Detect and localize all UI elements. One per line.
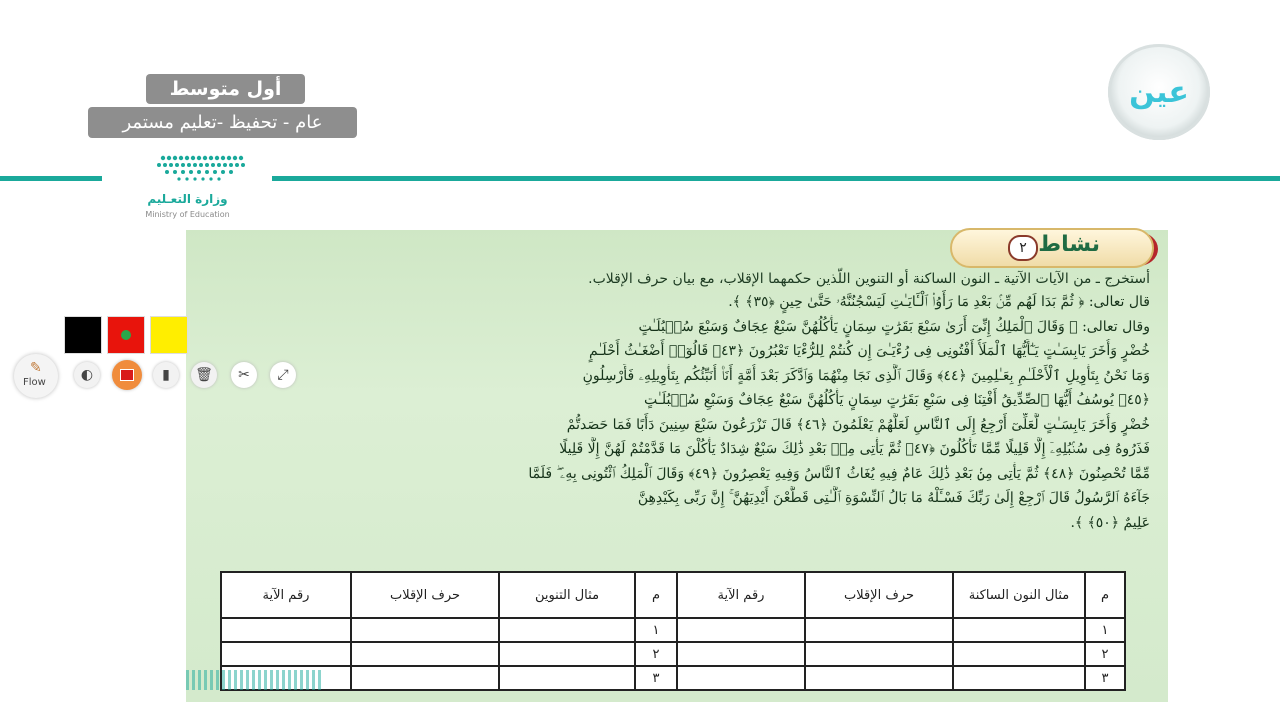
ministry-logo [105, 150, 270, 226]
activity-label: نشاط [1038, 232, 1100, 257]
answer-cell[interactable] [351, 618, 499, 642]
answer-cell[interactable] [677, 666, 805, 690]
answer-cell[interactable] [351, 642, 499, 666]
answer-cell[interactable] [953, 618, 1085, 642]
flow-button[interactable] [14, 354, 58, 398]
verse-line: مِّمَّا تُحْصِنُونَ ﴿٤٨﴾ ثُمَّ يَأْتِى مِنۢ بَعْدِ ذَٰلِكَ عَامٌ فِيهِ يُغَاثُ ٱلنَّاسُ وَفِيهِ يَعْصِرُونَ ﴿٤٩﴾ وَقَالَ ٱلْمَلِكُ ٱئْتُونِى بِهِۦ ۖ فَلَمَّا [528, 465, 1150, 482]
table-header: رقم الآية [221, 572, 351, 618]
activity-tab [950, 228, 1154, 268]
answer-cell[interactable] [805, 666, 953, 690]
table-row [221, 666, 1125, 690]
marker-icon[interactable] [112, 360, 142, 390]
eraser-icon[interactable]: ◐ [74, 362, 100, 388]
answer-cell[interactable] [499, 666, 635, 690]
activity-content [206, 268, 1150, 535]
verse-line: عَلِيمٌ ﴿٥٠﴾ ﴾. [1070, 514, 1150, 531]
header-divider-right [272, 176, 1280, 181]
row-number: ١ [635, 618, 677, 642]
pencil-icon: ✎ [30, 360, 42, 376]
answer-cell[interactable] [677, 618, 805, 642]
verse-line: وقال تعالى: ﴿ وَقَالَ ٱلْمَلِكُ إِنِّىٓ أَرَىٰ سَبْعَ بَقَرَٰتٍ سِمَانٍ يَأْكُلُهُنَّ سَبْعٌ عِجَافٌ وَسَبْعَ سُنۢبُلَـٰتٍ [638, 318, 1150, 335]
verse-line: وَمَا نَحْنُ بِتَأْوِيلِ ٱلْأَحْلَـٰمِ بِعَـٰلِمِينَ ﴿٤٤﴾ وَقَالَ ٱلَّذِى نَجَا مِنْهُمَا وَٱدَّكَرَ بَعْدَ أُمَّةٍ أَنَا۠ أُنَبِّئُكُم بِتَأْوِيلِهِۦ فَأَرْسِلُونِ [582, 367, 1150, 384]
ministry-emblem-icon [105, 150, 270, 190]
verse-line: خُضْرٍ وَأُخَرَ يَابِسَـٰتٍ يَـٰٓأَيُّهَا ٱلْمَلَأُ أَفْتُونِى فِى رُءْيَـٰىَ إِن كُنتُمْ لِلرُّءْيَا تَعْبُرُونَ ﴿٤٣﴾ قَالُوٓا۟ أَضْغَـٰثُ أَحْلَـٰمٍ [589, 343, 1150, 359]
table-header: حرف الإقلاب [351, 572, 499, 618]
table-row [221, 642, 1125, 666]
answer-cell[interactable] [805, 618, 953, 642]
table-header: مثال النون الساكنة [953, 572, 1085, 618]
color-swatch-red[interactable] [107, 316, 145, 354]
verse-line: قال تعالى: ﴿ ثُمَّ بَدَا لَهُم مِّنۢ بَعْدِ مَا رَأَوُا۟ ٱلْـَٔايَـٰتِ لَيَسْجُنُنَّهُۥ حَتَّىٰ حِينٍ ﴿٣٥﴾ ﴾. [728, 294, 1150, 310]
table-header-row [221, 572, 1125, 618]
scissors-icon[interactable]: ✂ [231, 362, 257, 388]
answer-cell[interactable] [499, 642, 635, 666]
flow-label: Flow [23, 377, 46, 388]
header-divider-left [0, 176, 102, 181]
row-number: ٣ [635, 666, 677, 690]
row-number: ١ [1085, 618, 1125, 642]
color-swatch-black[interactable] [64, 316, 102, 354]
answer-cell[interactable] [953, 642, 1085, 666]
verse-line: ﴿٤٥﴾ يُوسُفُ أَيُّهَا ٱلصِّدِّيقُ أَفْتِنَا فِى سَبْعِ بَقَرَٰتٍ سِمَانٍ يَأْكُلُهُنَّ سَبْعٌ عِجَافٌ وَسَبْعِ سُنۢبُلَـٰتٍ [644, 392, 1150, 408]
answer-cell[interactable] [677, 642, 805, 666]
verse-line: فَذَرُوهُ فِى سُنۢبُلِهِۦٓ إِلَّا قَلِيلًا مِّمَّا تَأْكُلُونَ ﴿٤٧﴾ ثُمَّ يَأْتِى مِنۢ بَعْدِ ذَٰلِكَ سَبْعٌ شِدَادٌ يَأْكُلْنَ مَا قَدَّمْتُمْ لَهُنَّ إِلَّا قَلِيلًا [559, 441, 1150, 457]
track-badge: عام - تحفيظ -تعليم مستمر [88, 107, 357, 138]
row-number: ٢ [1085, 642, 1125, 666]
table-header: رقم الآية [677, 572, 805, 618]
color-swatch-yellow[interactable] [150, 316, 188, 354]
answer-cell[interactable] [953, 666, 1085, 690]
footer-pattern [186, 670, 324, 690]
trash-icon[interactable]: 🗑 [191, 362, 217, 388]
grade-badge: أول متوسط [146, 74, 305, 104]
activity-instruction: أستخرج ـ من الآيات الآتية ـ النون الساكنة أو التنوين اللّذين حكمهما الإقلاب، مع بيان حرف الإقلاب. [588, 271, 1150, 287]
selected-indicator-icon [121, 330, 131, 340]
crop-icon[interactable]: ⤢ [270, 362, 296, 388]
frame-icon[interactable]: ▮ [153, 362, 179, 388]
row-number: ٣ [1085, 666, 1125, 690]
table-header: م [1085, 572, 1125, 618]
answer-cell[interactable] [221, 642, 351, 666]
answer-cell[interactable] [221, 618, 351, 642]
row-number: ٢ [635, 642, 677, 666]
answer-table [220, 571, 1126, 691]
verse-line: خُضْرٍ وَأُخَرَ يَابِسَـٰتٍ لَّعَلِّىٓ أَرْجِعُ إِلَى ٱلنَّاسِ لَعَلَّهُمْ يَعْلَمُونَ ﴿٤٦﴾ قَالَ تَزْرَعُونَ سَبْعَ سِنِينَ دَأَبًا فَمَا حَصَدتُّمْ [566, 416, 1150, 433]
verse-line: جَآءَهُ ٱلرَّسُولُ قَالَ ٱرْجِعْ إِلَىٰ رَبِّكَ فَسْـَٔلْهُ مَا بَالُ ٱلنِّسْوَةِ ٱلَّـٰتِى قَطَّعْنَ أَيْدِيَهُنَّ ۚ إِنَّ رَبِّى بِكَيْدِهِنَّ [637, 490, 1150, 506]
answer-cell[interactable] [805, 642, 953, 666]
channel-logo [1108, 44, 1210, 140]
ministry-name-english: Ministry of Education [145, 210, 230, 219]
answer-cell[interactable] [499, 618, 635, 642]
activity-number: ٢ [1008, 235, 1038, 261]
table-row [221, 618, 1125, 642]
table-header: حرف الإقلاب [805, 572, 953, 618]
table-header: م [635, 572, 677, 618]
table-header: مثال التنوين [499, 572, 635, 618]
ministry-name-arabic: وزارة التعـليم [147, 192, 228, 206]
channel-logo-text: عين [1129, 74, 1189, 110]
answer-cell[interactable] [351, 666, 499, 690]
